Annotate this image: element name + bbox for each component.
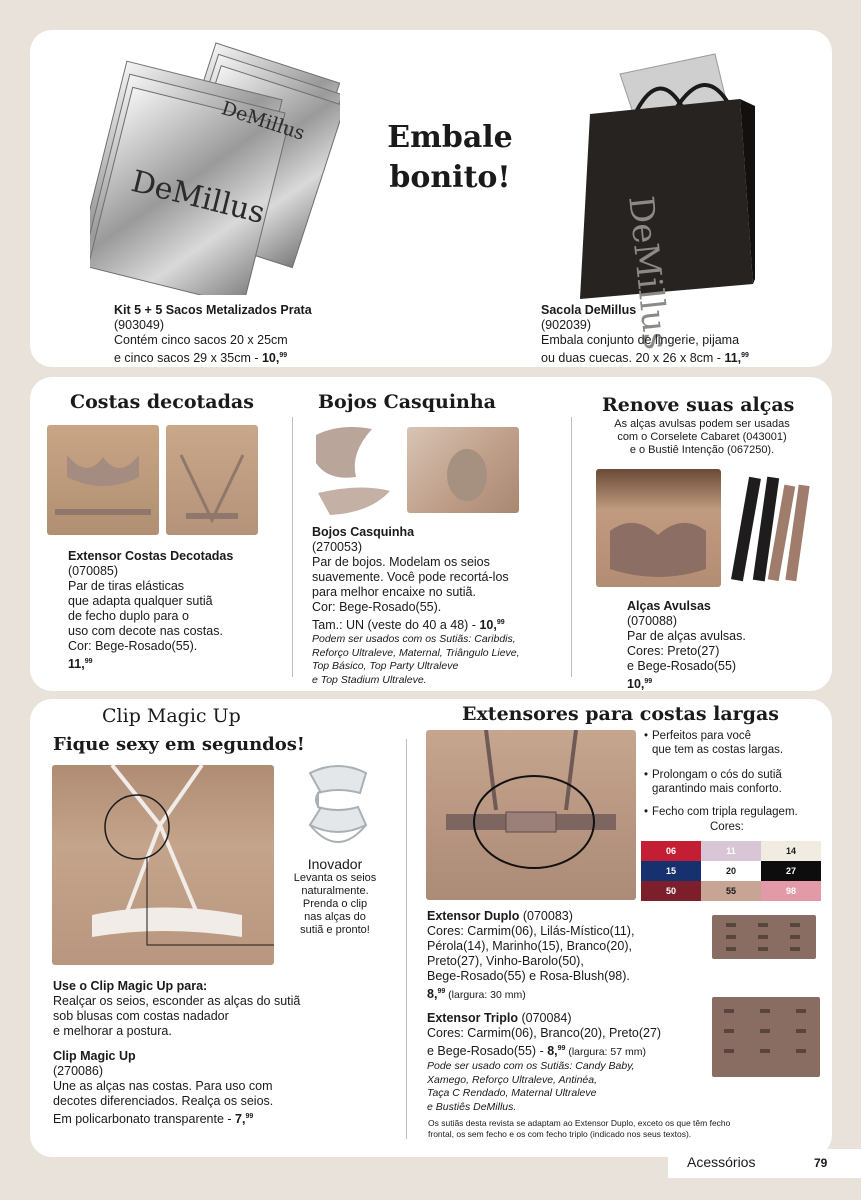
ext-back-photo [426, 730, 636, 900]
triplo-compat-4: e Bustiês DeMillus. [427, 1100, 517, 1113]
duplo-name-line [427, 909, 717, 924]
triplo-code: (070084) [518, 1011, 572, 1025]
packaging-panel [30, 30, 832, 367]
clip-price: 7, [235, 1112, 246, 1126]
duplo-line-4: Bege-Rosado(55) e Rosa-Blush(98). [427, 969, 630, 983]
kit-desc-1: Contém cinco sacos 20 x 25cm [114, 333, 288, 347]
alcas-price-cents: 99 [644, 678, 653, 685]
ext-bullet-2: • Prolongam o cós do sutiã garantindo mais conforto. [652, 768, 782, 796]
clip-price-cents: 99 [245, 1113, 254, 1120]
inovador-callout [280, 856, 390, 937]
bag-price: 11, [724, 351, 742, 365]
accessories-panel [30, 377, 832, 691]
costas-code: (070085) [68, 564, 119, 578]
duplo-width: (largura: 30 mm) [445, 989, 526, 1001]
bojos-description [312, 525, 572, 687]
triplo-price-cents: 99 [557, 1045, 566, 1052]
triplo-compat-3: Taça C Rendado, Maternal Ultraleve [427, 1087, 597, 1099]
triplo-name: Extensor Triplo [427, 1011, 518, 1025]
bojos-pads-image [310, 423, 400, 519]
clip-line-2: decotes diferenciados. Realça os seios. [53, 1094, 274, 1108]
bojos-compat-1: Podem ser usados com os Sutiãs: Caribdis, [312, 633, 516, 645]
footer-bar [668, 1149, 861, 1178]
headline [360, 118, 540, 198]
bag-desc-2: ou duas cuecas. 20 x 26 x 8cm - 11,99 [541, 351, 749, 365]
bag-price-cents: 99 [741, 352, 749, 359]
clip-product-image [300, 763, 376, 855]
triplo-compat-1: Pode ser usado com os Sutiãs: Candy Baby, [427, 1060, 635, 1072]
clip-heading: Clip Magic Up [102, 705, 241, 727]
costas-title: Costas decotadas [70, 391, 254, 413]
swatch-15: 15 [641, 861, 701, 881]
divider-3 [406, 739, 407, 1139]
cores-label: Cores: [710, 821, 744, 833]
costas-name: Extensor Costas Decotadas [68, 549, 234, 563]
duplo-description [427, 909, 717, 1003]
swatch-14: 14 [761, 841, 821, 861]
costas-description [68, 549, 288, 672]
kit-name: Kit 5 + 5 Sacos Metalizados Prata [114, 303, 312, 317]
bojos-line-4: Cor: Bege-Rosado(55). [312, 600, 442, 614]
page-number: 79 [814, 1156, 828, 1170]
costas-line-3: de fecho duplo para o [68, 609, 189, 623]
duplo-hook-image [712, 915, 816, 959]
duplo-line-3: Preto(27), Vinho-Barolo(50), [427, 954, 584, 968]
bojos-compat-3: Top Básico, Top Party Ultraleve [312, 660, 459, 672]
clip-line-1: Une as alças nas costas. Para uso com [53, 1079, 273, 1093]
kit-price: 10, [261, 351, 280, 365]
black-bag-brand: DeMillus [620, 194, 677, 352]
bojos-code: (270053) [312, 540, 363, 554]
bojos-price-cents: 99 [496, 619, 505, 626]
alcas-model-photo [596, 469, 721, 587]
alcas-line-2: Cores: Preto(27) [627, 644, 720, 658]
duplo-price: 8, [427, 987, 438, 1001]
inovador-line-4: nas alças do [304, 911, 366, 923]
duplo-name: Extensor Duplo [427, 909, 520, 923]
kit-code: (903049) [114, 318, 165, 332]
ext-bullet-3: • Fecho com tripla regulagem. [652, 805, 798, 819]
costas-line-2: que adapta qualquer sutiã [68, 594, 213, 608]
footer-section: Acessórios [687, 1154, 756, 1170]
triplo-name-line [427, 1011, 717, 1026]
footnote-2: frontal, os sem fecho e os com fecho triplo (indicado nos seus textos). [428, 1129, 692, 1139]
kit-description [114, 303, 414, 366]
inovador-line-5: sutiã e pronto! [300, 924, 370, 936]
inovador-line-1: Levanta os seios [293, 872, 377, 884]
bojos-use-photo [407, 427, 519, 513]
bag-desc-1: Embala conjunto de lingerie, pijama [541, 333, 740, 347]
clip-code: (270086) [53, 1064, 104, 1078]
inovador-title: Inovador [307, 856, 363, 872]
color-swatch-grid [641, 841, 821, 901]
silver-bag-brand-large: DeMillus [127, 164, 269, 231]
swatch-11: 11 [701, 841, 761, 861]
alcas-intro-2: com o Corselete Cabaret (043001) [617, 431, 787, 443]
bojos-title: Bojos Casquinha [318, 391, 496, 413]
clip-use-title: Use o Clip Magic Up para: [53, 979, 208, 993]
clip-description [53, 1049, 393, 1127]
bag-name: Sacola DeMillus [541, 303, 637, 317]
swatch-50: 50 [641, 881, 701, 901]
swatch-98: 98 [761, 881, 821, 901]
footnote-1: Os sutiãs desta revista se adaptam ao Extensor Duplo, exceto os que têm fecho [428, 1118, 731, 1128]
alcas-title: Renove suas alças [602, 394, 795, 416]
swatch-20: 20 [701, 861, 761, 881]
costas-price-line [68, 654, 288, 672]
triplo-price: 8, [547, 1044, 558, 1058]
silver-bags-image [90, 40, 340, 295]
triplo-width: (largura: 57 mm) [565, 1046, 646, 1058]
costas-back-photo [166, 425, 258, 535]
clip-name: Clip Magic Up [53, 1049, 136, 1063]
costas-line-1: Par de tiras elásticas [68, 579, 185, 593]
triplo-line-1: Cores: Carmim(06), Branco(20), Preto(27) [427, 1026, 662, 1040]
bojos-compat-4: e Top Stadium Ultraleve. [312, 673, 427, 686]
bojos-price: 10, [479, 618, 497, 632]
bojos-size-line: Tam.: UN (veste do 40 a 48) - 10,99 [312, 618, 505, 632]
kit-desc-2: e cinco sacos 29 x 35cm - 10,99 [114, 351, 288, 365]
alcas-line-1: Par de alças avulsas. [627, 629, 746, 643]
divider-1 [292, 417, 293, 677]
bojos-compat-2: Reforço Ultraleve, Maternal, Triângulo Lieve, [312, 646, 520, 659]
inovador-line-3: Prenda o clip [302, 898, 368, 910]
triplo-description [427, 1011, 717, 1114]
alcas-code: (070088) [627, 614, 678, 628]
clip-back-photo [52, 765, 274, 965]
duplo-line-2: Pérola(14), Marinho(15), Branco(20), [427, 939, 632, 953]
costas-line-5: Cor: Bege-Rosado(55). [68, 639, 198, 653]
costas-line-4: uso com decote nas costas. [68, 624, 223, 638]
swatch-27: 27 [761, 861, 821, 881]
kit-price-cents: 99 [279, 352, 288, 359]
clip-use-line-2: sob blusas com costas nadador [53, 1009, 229, 1023]
clip-subtitle: Fique sexy em segundos! [53, 734, 305, 755]
clip-use-line-1: Realçar os seios, esconder as alças do sutiã [53, 994, 301, 1008]
triplo-hook-image [712, 997, 820, 1077]
costas-price-cents: 99 [84, 658, 93, 665]
duplo-price-line [427, 984, 717, 1003]
alcas-intro [582, 418, 822, 457]
alcas-straps-image [730, 473, 810, 589]
bag-description [541, 303, 821, 366]
footnote [428, 1118, 828, 1140]
duplo-code: (070083) [519, 909, 573, 923]
headline-line-2: bonito! [389, 160, 511, 195]
headline-line-1: Embale [387, 120, 513, 155]
bojos-line-1: Par de bojos. Modelam os seios [312, 555, 490, 569]
duplo-price-cents: 99 [437, 988, 446, 995]
clip-use-line-3: e melhorar a postura. [53, 1024, 172, 1038]
clip-price-line: Em policarbonato transparente - 7,99 [53, 1112, 254, 1126]
alcas-description [627, 599, 827, 692]
bojos-line-3: para melhor encaixe no sutiã. [312, 585, 476, 599]
clip-extensor-panel [30, 699, 832, 1157]
triplo-line-2: e Bege-Rosado(55) - 8,99 (largura: 57 mm) [427, 1044, 646, 1058]
bag-code: (902039) [541, 318, 592, 332]
alcas-intro-3: e o Bustiê Intenção (067250). [629, 444, 775, 456]
alcas-price-line [627, 674, 827, 692]
costas-front-photo [47, 425, 159, 535]
alcas-intro-1: As alças avulsas podem ser usadas [614, 418, 790, 430]
triplo-compat-2: Xamego, Reforço Ultraleve, Antinéa, [427, 1073, 598, 1086]
ext-bullet-1: • Perfeitos para você que tem as costas largas. [652, 729, 783, 757]
inovador-line-2: naturalmente. [301, 885, 369, 897]
alcas-line-3: e Bege-Rosado(55) [627, 659, 737, 673]
bojos-name: Bojos Casquinha [312, 525, 415, 539]
ext-title: Extensores para costas largas [462, 703, 779, 725]
alcas-price: 10, [627, 677, 645, 691]
swatch-55: 55 [701, 881, 761, 901]
duplo-line-1: Cores: Carmim(06), Lilás-Místico(11), [427, 924, 635, 938]
bojos-line-2: suavemente. Você pode recortá-los [312, 570, 509, 584]
costas-price: 11, [68, 657, 85, 671]
silver-bag-brand-small: DeMillus [218, 97, 308, 145]
clip-use-text [53, 979, 393, 1039]
alcas-name: Alças Avulsas [627, 599, 711, 613]
swatch-06: 06 [641, 841, 701, 861]
